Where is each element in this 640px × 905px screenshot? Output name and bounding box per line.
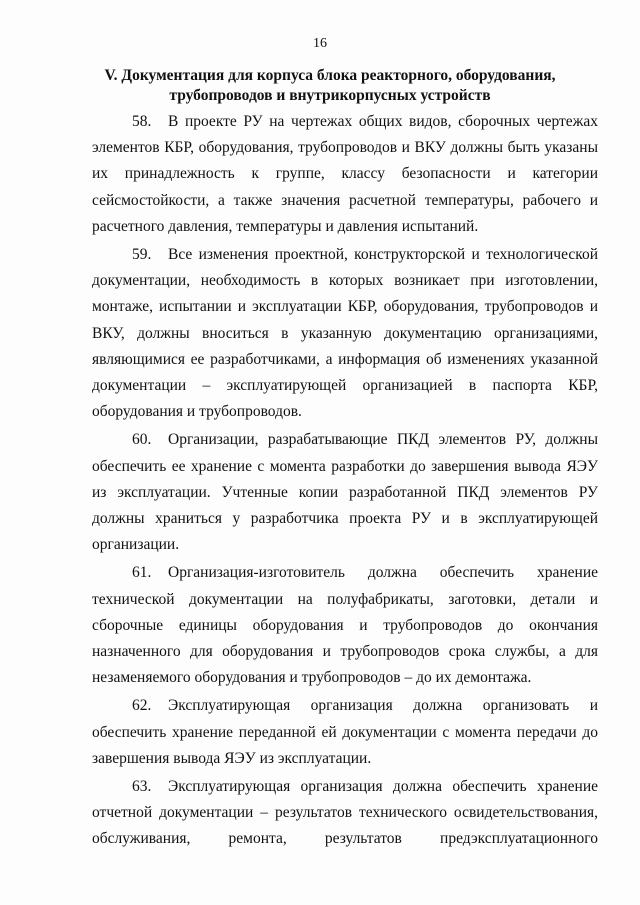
paragraph-text: Организация-изготовитель должна обеспечить хранение технической документации на полуфабрикаты, заготовки, детали и сборочные единицы оборудования и трубопроводов до окончания назначенного для оборудования и трубопроводов срока службы, а для незаменяемого оборудования и трубопроводов – до их демонтажа. bbox=[92, 564, 598, 687]
paragraph-59 bbox=[92, 242, 598, 427]
paragraph-61 bbox=[92, 560, 598, 693]
section-heading-line-2: трубопроводов и внутрикорпусных устройств bbox=[169, 87, 491, 104]
paragraph-number: 63. bbox=[132, 778, 152, 796]
paragraph-60 bbox=[92, 427, 598, 560]
paragraph-62 bbox=[92, 693, 598, 774]
paragraph-text: Все изменения проектной, конструкторской и технологической документации, необходимость в которых возникает при изготовлении, монтаже, испытании и эксплуатации КБР, оборудования, трубопроводов и ВКУ, должны вноситься в указанную документацию организациями, являющимися ее разработчиками, а информация об изменениях указанной документации – эксплуатирующей организацией в паспорта КБР, оборудования и трубопроводов. bbox=[92, 246, 598, 421]
section-heading-line-1: V. Документация для корпуса блока реакторного, оборудования, bbox=[104, 67, 556, 84]
page-number: 16 bbox=[313, 36, 327, 51]
paragraph-number: 60. bbox=[132, 431, 152, 449]
paragraph-text: Эксплуатирующая организация должна организовать и обеспечить хранение переданной ей документации с момента передачи до завершения вывода ЯЭУ из эксплуатации. bbox=[92, 697, 598, 767]
paragraph-number: 59. bbox=[132, 246, 152, 264]
paragraph-number: 62. bbox=[132, 697, 152, 715]
body-text bbox=[92, 109, 598, 855]
paragraph-text: Организации, разрабатывающие ПКД элементов РУ, должны обеспечить ее хранение с момента разработки до завершения вывода ЯЭУ из эксплуатации. Учтенные копии разработанной ПКД элементов РУ должны храниться у разработчика проекта РУ и в эксплуатирующей организации. bbox=[92, 431, 598, 554]
paragraph-number: 58. bbox=[132, 113, 152, 130]
section-heading bbox=[90, 66, 570, 106]
paragraph-text: В проекте РУ на чертежах общих видов, сборочных чертежах элементов КБР, оборудования, трубопроводов и ВКУ должны быть указаны их принадлежность к группе, классу безопасности и категории сейсмостойкости, а также значения расчетной температуры, рабочего и расчетного давления, температуры и давления испытаний. bbox=[92, 113, 598, 235]
paragraph-63 bbox=[92, 774, 598, 855]
paragraph-number: 61. bbox=[132, 564, 152, 582]
paragraph-text: Эксплуатирующая организация должна обеспечить хранение отчетной документации – результатов технического освидетельствования, обслуживания, ремонта, результатов предэксплуатационного bbox=[92, 778, 598, 848]
paragraph-58 bbox=[92, 109, 598, 242]
